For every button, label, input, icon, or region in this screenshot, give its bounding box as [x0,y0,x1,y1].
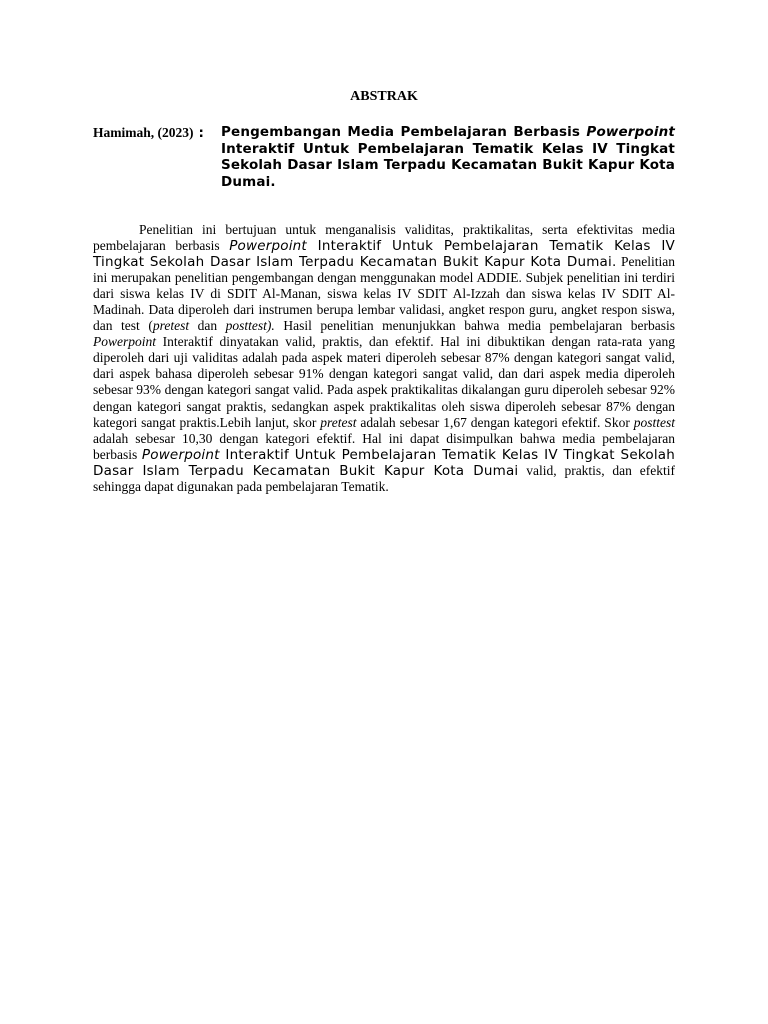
author-text: Hamimah, (2023) [93,125,194,140]
abstract-s8: Hasil penelitian menunjukkan bahwa media pembelajaran berbasis [274,318,675,334]
abstract-s13: posttest [633,414,675,430]
abstract-s3: Interaktif Untuk Pembelajaran Tematik Kelas IV Tingkat Sekolah Dasar Islam Terpadu Kecamatan Bukit Kapur Kota Dumai. [93,237,675,270]
abstract-s11: pretest [320,414,357,430]
abstract-s6: dan [189,318,226,334]
abstract-s4: Penelitian ini merupakan penelitian pengembangan dengan menggunakan model ADDIE. Subjek penelitian ini terdiri dari siswa kelas IV di SDIT Al-Manan, siswa kelas IV SDIT Al-Izzah dan siswa kelas IV SDIT Al-Madinah. Data diperoleh dari instrumen berupa lembar validasi, angket respon guru, angket respon siswa, dan test ( [93,253,675,334]
abstract-s5: pretest [152,318,190,334]
abstract-s12: adalah sebesar 1,67 dengan kategori efektif. Skor [356,414,634,430]
citation-title [221,124,675,190]
abstract-s15: Powerpoint [141,446,220,463]
citation-block [93,124,675,190]
abstract-s9: Powerpoint [93,334,156,350]
citation-colon: : [198,125,204,141]
abstract-paragraph [93,222,675,496]
abstract-s2: Powerpoint [229,237,307,254]
abstract-s10: Interaktif dinyatakan valid, praktis, dan efektif. Hal ini dibuktikan dengan rata-rata yang diperoleh dari uji validitas adalah pada aspek materi diperoleh sebesar 87% dengan kategori sangat valid, dari aspek bahasa diperoleh sebesar 91% dengan kategori sangat valid, dan dari aspek media diperoleh sebesar 93% dengan kategori sangat valid. Pada aspek praktikalitas dikalangan guru diperoleh sebesar 92% dengan kategori sangat praktis, sedangkan aspek praktikalitas oleh siswa diperoleh sebesar 87% dengan kategori sangat praktis.Lebih lanjut, skor [93,334,675,430]
abstract-s17: valid, praktis, dan efektif sehingga dapat digunakan pada pembelajaran Tematik. [93,462,675,494]
page-title: ABSTRAK [350,89,418,104]
abstract-s1: Penelitian ini bertujuan untuk menganalisis validitas, praktikalitas, serta efektivitas media pembelajaran berbasis [93,221,675,253]
title-part-1: Pengembangan Media Pembelajaran Berbasis [221,124,587,140]
title-part-italic: Powerpoint [586,124,675,140]
title-part-2: Interaktif Untuk Pembelajaran Tematik Kelas IV Tingkat Sekolah Dasar Islam Terpadu Kecamatan Bukit Kapur Kota Dumai. [221,140,675,190]
abstract-s7: posttest). [225,318,275,334]
abstract-s14: adalah sebesar 10,30 dengan kategori efektif. Hal ini dapat disimpulkan bahwa media pembelajaran berbasis [93,430,675,462]
abstract-s16: Interaktif Untuk Pembelajaran Tematik Kelas IV Tingkat Sekolah Dasar Islam Terpadu Kecamatan Bukit Kapur Kota Dumai [93,446,675,479]
citation-author [93,124,221,190]
